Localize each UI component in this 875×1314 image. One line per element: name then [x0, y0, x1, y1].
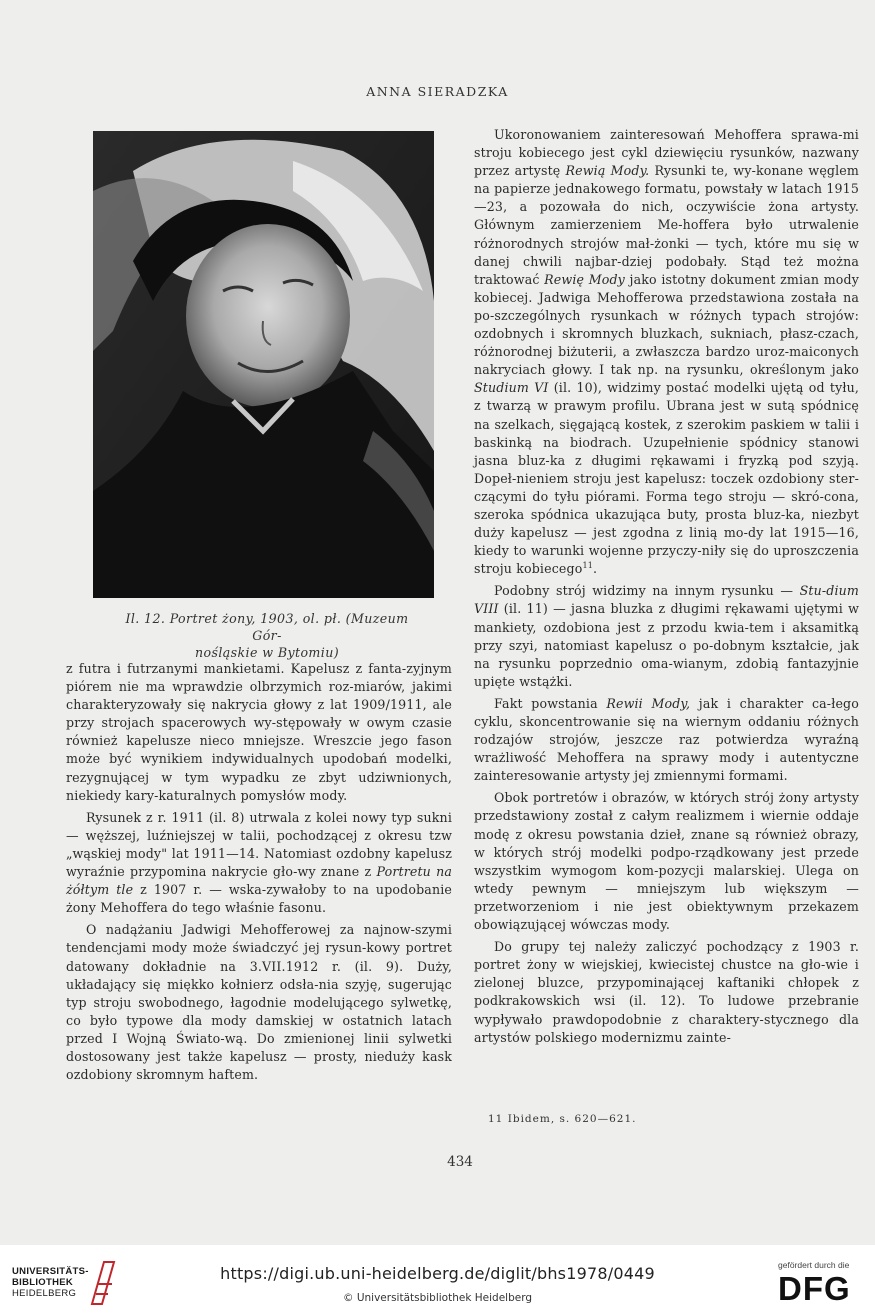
portrait-illustration: [93, 131, 434, 598]
left-text-column: [66, 660, 452, 1088]
funding-note: gefördert durch die: [778, 1260, 850, 1270]
paragraph: Podobny strój widzimy na innym rysunku — Stu-dium VIII (il. 11) — jasna bluzka z długimi rękawami ujętymi w mankiety, ozdobiona jest z przodu kwia-tem i aksamitką przy szyi, natomiast kapelusz o po-dobnym kształcie, jak na rysunku poprzednio oma-wianym, zdobią fantazyjnie upięte wstążki.: [474, 583, 859, 689]
paragraph: Fakt powstania Rewii Mody, jak i charakter ca-łego cyklu, skoncentrowanie się na wiernym oddaniu różnych rodzajów strojów, jeszcze raz potwierdza wyraźną wrażliwość Mehoffera na sprawy mody i autentyczne zainteresowanie artysty jej zmiennymi formami.: [474, 695, 859, 784]
university-library-logo[interactable]: UNIVERSITÄTS- BIBLIOTHEK HEIDELBERG: [12, 1266, 89, 1299]
figure-caption: [118, 610, 416, 661]
paragraph: Rysunek z r. 1911 (il. 8) utrwala z kolei nowy typ sukni — węższej, luźniejszej w talii, pochodzącej z okresu tzw „wąskiej mody" lat 1911—14. Natomiast ozdobny kapelusz wyraźnie przypomina nakrycie gło-wy znane z Portretu na żółtym tle z 1907 r. — wska-zywałoby to na upodobanie żony Mehoffera do tego właśnie fasonu.: [66, 809, 452, 916]
caption-line: nośląskie w Bytomiu): [194, 645, 340, 660]
paragraph: O nadążaniu Jadwigi Mehofferowej za najnow-szymi tendencjami mody może świadczyć jej rysun-kowy portret datowany dokładnie na 3.VII.1912 r. (il. 9). Duży, układający się miękko kołnierz odsła-nia szyję, sugerując typ stroju swobodnego, łagodnie modelującego sylwetkę, co było typowe dla mody damskiej w ostatnich latach przed I Wojną Świato-wą. Do zmienionej linii sylwetki dostosowany jest także kapelusz — prosty, nieduży kask ozdobiony skromnym haftem.: [66, 922, 452, 1083]
paragraph: Do grupy tej należy zaliczyć pochodzący z 1903 r. portret żony w wiejskiej, kwiecistej chustce na gło-wie i zielonej bluzce, przypominającej kaftaniki chłopek z podkrakowskich wsi (il. 12). To ludowe przebranie wypływało prawdopodobnie z charaktery-stycznego dla artystów polskiego modernizmu zainte-: [474, 939, 859, 1045]
page-number: 434: [447, 1154, 473, 1170]
dfg-logo[interactable]: DFG: [778, 1270, 851, 1307]
permalink-url[interactable]: https://digi.ub.uni-heidelberg.de/diglit/bhs1978/0449: [220, 1264, 655, 1283]
copyright-notice: © Universitätsbibliothek Heidelberg: [342, 1292, 532, 1304]
portrait-image: [93, 131, 434, 598]
paragraph: Ukoronowaniem zainteresowań Mehoffera sprawa-mi stroju kobiecego jest cykl dziewięciu rysunków, nazwany przez artystę Rewią Mody. Rysunki te, wy-konane węglem na papierze jednakowego formatu, powstały w latach 1915—23, a pozowała do nich, oczywiście żona artysty. Głównym zamierzeniem Me-hoffera było utrwalenie różnorodnych strojów mał-żonki — tych, które mu się w danej chwili najbar-dziej podobały. Stąd też można traktować Rewię Mody jako istotny dokument zmian mody kobiecej. Jadwiga Mehofferowa przedstawiona została na po-szczególnych rysunkach w różnych typach strojów: ozdobnych i skromnych bluzkach, sukniach, płasz-czach, różnorodnej biżuterii, a zwłaszcza bardzo uroz-maiconych nakryciach głowy. I tak np. na rysunku, określonym jako Studium VI (il. 10), widzimy postać modelki ujętą od tyłu, z twarzą w prawym profilu. Ubrana jest w sutą spódnicę na szelkach, sięgającą kostek, z szerokim paskiem w talii i baskinką na biodrach. Uzupełnienie spódnicy stanowi jasna bluz-ka z długimi rękawami i fryzką pod szyją. Dopeł-nieniem stroju jest kapelusz: toczek ozdobiony ster-czącymi do tyłu piórami. Forma tego stroju — skró-cona, szeroka spódnica ukazująca buty, prosta bluz-ka, niezbyt duży kapelusz — jest zgodna z linią mo-dy lat 1915—16, kiedy to warunki wojenne przyczy-niły się do uproszczenia stroju kobiecego$^{11}$.: [474, 127, 860, 577]
footnote-reference: 11: [582, 561, 593, 571]
right-text-column: [474, 126, 859, 1051]
paragraph: Obok portretów i obrazów, w których strój żony artysty przedstawiony został z całym realizmem i wiernie oddaje modę z okresu powstania dzieł, znane są również obrazy, w których strój modelki podpo-rządkowany jest przede wszystkim wymogom kom-pozycji malarskiej. Ulega on wtedy pewnym — mniejszym lub większym — przetworzeniom i nie jest obiektywnym przekazem obowiązującej wówczas mody.: [474, 790, 859, 933]
running-head: ANNA SIERADZKA: [366, 84, 509, 99]
paragraph: z futra i futrzanymi mankietami. Kapelusz z fanta-zyjnym piórem nie ma wprawdzie olbrzymich roz-miarów, jakimi charakteryzowały się nakrycia głowy z lat 1909/1911, ale przy strojach spacerowych wy-stępowały w owym czasie również kapelusze nieco mniejsze. Wreszcie jego fason może być wynikiem indywidualnych upodobań modelki, rezygnującej w tym wypadku ze zbyt udziwnionych, niekiedy kary-katuralnych pomysłów mody.: [66, 661, 452, 803]
caption-line: Il. 12. Portret żony, 1903, ol. pł. (Muzeum Gór-: [125, 611, 409, 643]
footnote: 11 Ibidem, s. 620—621.: [488, 1113, 637, 1125]
